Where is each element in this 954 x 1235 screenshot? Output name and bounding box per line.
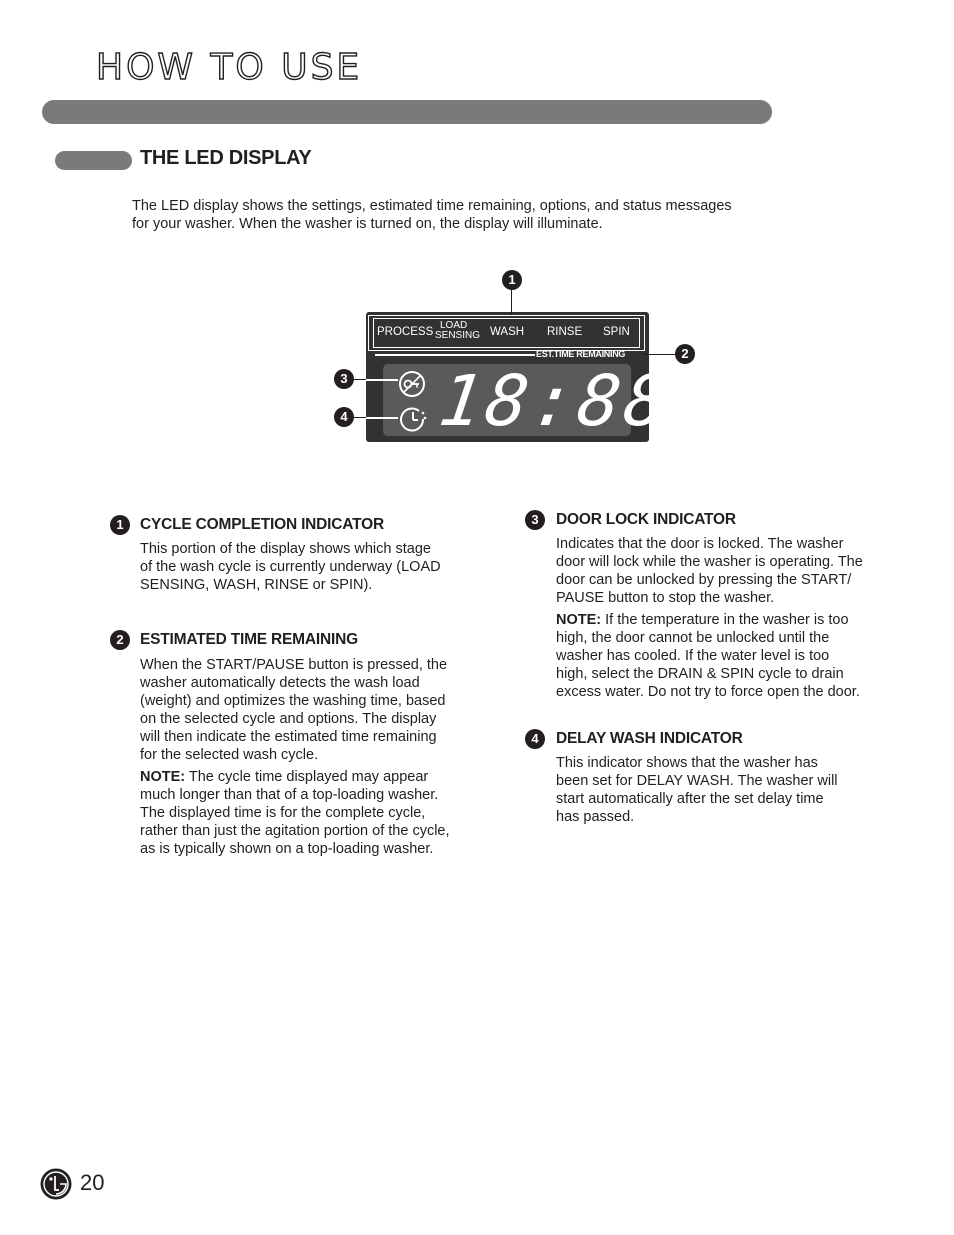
note-text: The cycle time displayed may appear — [185, 769, 429, 785]
item-line: Indicates that the door is locked. The washer — [556, 536, 844, 552]
intro-line: The LED display shows the settings, estimated time remaining, options, and status messages — [132, 198, 732, 214]
note-text: If the temperature in the washer is too — [601, 612, 849, 628]
item-line: This portion of the display shows which stage — [140, 541, 431, 557]
item-line: for the selected wash cycle. — [140, 747, 319, 763]
intro-paragraph — [132, 197, 812, 233]
item-line: PAUSE button to stop the washer. — [556, 590, 775, 606]
delay-wash-icon — [397, 403, 429, 433]
stage-load-line2: SENSING — [435, 330, 481, 341]
section-pill — [55, 151, 132, 170]
stage-rinse: RINSE — [547, 326, 583, 338]
note-line: as is typically shown on a top-loading washer. — [140, 841, 434, 857]
item-line: has passed. — [556, 809, 635, 825]
note-label: NOTE: — [556, 612, 602, 628]
callout-1-leader — [511, 290, 512, 315]
item-line: on the selected cycle and options. The display — [140, 711, 437, 727]
item-body-cycle-completion — [140, 540, 441, 594]
note-line — [556, 611, 863, 629]
item-line: will then indicate the estimated time remaining — [140, 729, 437, 745]
section-heading: THE LED DISPLAY — [140, 147, 312, 169]
lg-logo-icon — [40, 1168, 72, 1200]
note-line: high, select the DRAIN & SPIN cycle to drain — [556, 666, 844, 682]
item-body-estimated-time — [140, 656, 450, 858]
item-line: SENSING, WASH, RINSE or SPIN). — [140, 577, 373, 593]
item-body-door-lock — [556, 535, 863, 701]
stage-spin: SPIN — [603, 326, 630, 338]
item-title-cycle-completion: CYCLE COMPLETION INDICATOR — [140, 516, 384, 533]
door-lock-icon — [397, 369, 427, 399]
stage-load-sensing — [435, 320, 481, 341]
page-title: HOW TO USE — [96, 47, 363, 88]
item-number-1: 1 — [110, 515, 130, 535]
item-number-2: 2 — [110, 630, 130, 650]
intro-line: for your washer. When the washer is turned on, the display will illuminate. — [132, 216, 603, 232]
item-line: start automatically after the set delay time — [556, 791, 824, 807]
item-number-4: 4 — [525, 729, 545, 749]
item-line: washer automatically detects the wash load — [140, 675, 420, 691]
note-label: NOTE: — [140, 769, 186, 785]
item-line: When the START/PAUSE button is pressed, the — [140, 657, 448, 673]
est-time-line — [375, 354, 535, 356]
item-line: door can be unlocked by pressing the START/ — [556, 572, 852, 588]
item-line: of the wash cycle is currently underway (LOAD — [140, 559, 441, 575]
note-line: washer has cooled. If the water level is too — [556, 648, 830, 664]
item-line: door will lock while the washer is operating. The — [556, 554, 863, 570]
item-title-estimated-time: ESTIMATED TIME REMAINING — [140, 631, 358, 648]
note-line: The displayed time is for the complete cycle, — [140, 805, 426, 821]
item-title-delay-wash: DELAY WASH INDICATOR — [556, 730, 743, 747]
callout-3: 3 — [334, 369, 354, 389]
note-line: high, the door cannot be unlocked until the — [556, 630, 830, 646]
stage-process: PROCESS — [377, 326, 434, 338]
note-line — [140, 768, 450, 786]
stage-wash: WASH — [490, 326, 525, 338]
title-bar — [42, 100, 772, 124]
callout-4: 4 — [334, 407, 354, 427]
callout-2-leader — [643, 354, 677, 355]
est-time-label: EST.TIME REMAINING — [536, 349, 626, 359]
item-line: (weight) and optimizes the washing time, based — [140, 693, 446, 709]
time-remaining-digits: 18:88 — [434, 360, 677, 442]
item-body-delay-wash — [556, 754, 838, 826]
item-title-door-lock: DOOR LOCK INDICATOR — [556, 511, 736, 528]
callout-1: 1 — [502, 270, 522, 290]
note-line: much longer than that of a top-loading washer. — [140, 787, 439, 803]
item-line: been set for DELAY WASH. The washer will — [556, 773, 838, 789]
item-number-3: 3 — [525, 510, 545, 530]
callout-3-leader-outer — [354, 379, 366, 380]
callout-2: 2 — [675, 344, 695, 364]
stage-load-line1: LOAD — [440, 320, 468, 331]
callout-4-leader-outer — [354, 417, 366, 418]
item-line: This indicator shows that the washer has — [556, 755, 818, 771]
note-line: rather than just the agitation portion of the cycle, — [140, 823, 450, 839]
page-number: 20 — [80, 1170, 105, 1195]
note-line: excess water. Do not try to force open the door. — [556, 684, 860, 700]
